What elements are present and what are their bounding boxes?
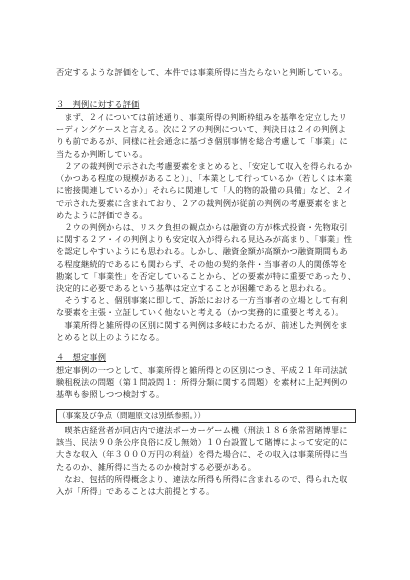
paragraph-evaluation-3 (56, 221, 356, 294)
text-line: 基準も参照しつつ検討する。 (56, 389, 165, 400)
paragraph-case-facts (56, 424, 356, 473)
text-line: たるのか、雑所得に当たるのか検討する必要がある。 (56, 461, 257, 472)
case-facts-box: （事案及び争点（問題原文は別紙参照。）） (56, 409, 356, 423)
text-line: 入が「所得」であることは大前提とする。 (56, 486, 215, 497)
text-line: ２ウの判例からは、リスク負担の観点からは融資の方が株式投資・先物取引 (56, 222, 348, 232)
text-line: 大きな収入（年３０００万円の利益）を得た場合に、その収入は事業所得に当 (56, 449, 348, 460)
text-line: な要素を主張・立証していく他ないと考える（かつ実務的に重要と考える）。 (56, 307, 344, 318)
text-line: 当たるか判断している。 (56, 148, 148, 159)
section-heading: ４ 想定事例 (56, 352, 107, 362)
text-line: 想定事例の一つとして、事業所得と雑所得との区別につき、平成２１年司法試 (56, 365, 348, 375)
text-line: 喫茶店経営者が同店内で違法ポーカーゲーム機（刑法１８６条常習賭博罪に (56, 425, 348, 435)
text-line: 験租税法の問題（第１問設問１：所得分類に関する問題）を素材に上記判例の (56, 377, 348, 388)
text-line: 勘案して「事業性」を否定していることから、どの要素が特に重要であったり、 (56, 270, 357, 281)
text-line: を認定しやすいようにも思われる。しかし、融資金額が高額かつ融資期間もあ (56, 246, 348, 257)
text-line: 事業所得と雑所得の区別に関する判例は多岐にわたるが、前述した判例をま (56, 320, 348, 330)
text-line: 否定するような評価をして、本件では事業所得に当たらないと判断している。 (56, 67, 348, 77)
section-heading-4 (56, 351, 356, 363)
paragraph-evaluation-5 (56, 319, 356, 343)
text-line: 決定的に必要であるという基準は定立することが困難であると思われる。 (56, 283, 332, 294)
paragraph-conclusion (56, 66, 356, 78)
text-line: とめると以上のようになる。 (56, 332, 165, 343)
text-line: そうすると、個別事案に即して、訴訟における一方当事者の立場として有利 (56, 295, 348, 305)
section-heading-3 (56, 98, 356, 110)
paragraph-evaluation-4 (56, 294, 356, 318)
text-line: （かつある程度の規模があること）」、「本業として行っているか（若しくは本業 (56, 173, 353, 184)
paragraph-case-intro (56, 364, 356, 401)
text-line: ２アの裁判例で示された考慮要素をまとめると、「安定して収入を得られるか (56, 161, 353, 171)
text-line: る程度継続的であるにも関わらず、その他の契約条件・当事者の人的関係等を (56, 258, 348, 269)
section-heading: ３ 判例に対する評価 (56, 99, 140, 109)
paragraph-evaluation-1 (56, 111, 356, 160)
text-line: 該当、民法９０条公序良俗に反し無効）１０台設置して賭博によって安定的に (56, 437, 348, 448)
text-line: ーディングケースと言える。次に２アの判例について、判決日は２イの判例よ (56, 124, 347, 135)
text-line: りも前であるが、同様に社会通念に基づき個別事情を総合考慮して「事業」に (56, 136, 348, 147)
text-line: で示された要素に含まれており、２アの裁判例が従前の判例の考慮要素をまと (56, 197, 348, 208)
paragraph-evaluation-2 (56, 160, 356, 221)
text-line: なお、包括的所得概念より、違法な所得も所得に含まれるので、得られた収 (56, 474, 348, 484)
text-line: めたように評価できる。 (56, 209, 148, 220)
text-line: に関する２ア・イの判例よりも安定収入が得られる見込みが高まり、「事業」性 (56, 234, 353, 245)
case-facts-box-row (56, 409, 356, 423)
text-line: に密接関連しているか）」それらに関連して「人的物的設備の具備」など、２イ (56, 185, 353, 196)
text-line: まず、２イについては前述通り、事業所得の判断枠組みを基準を定立したリ (56, 112, 347, 122)
paragraph-case-premise (56, 473, 356, 497)
